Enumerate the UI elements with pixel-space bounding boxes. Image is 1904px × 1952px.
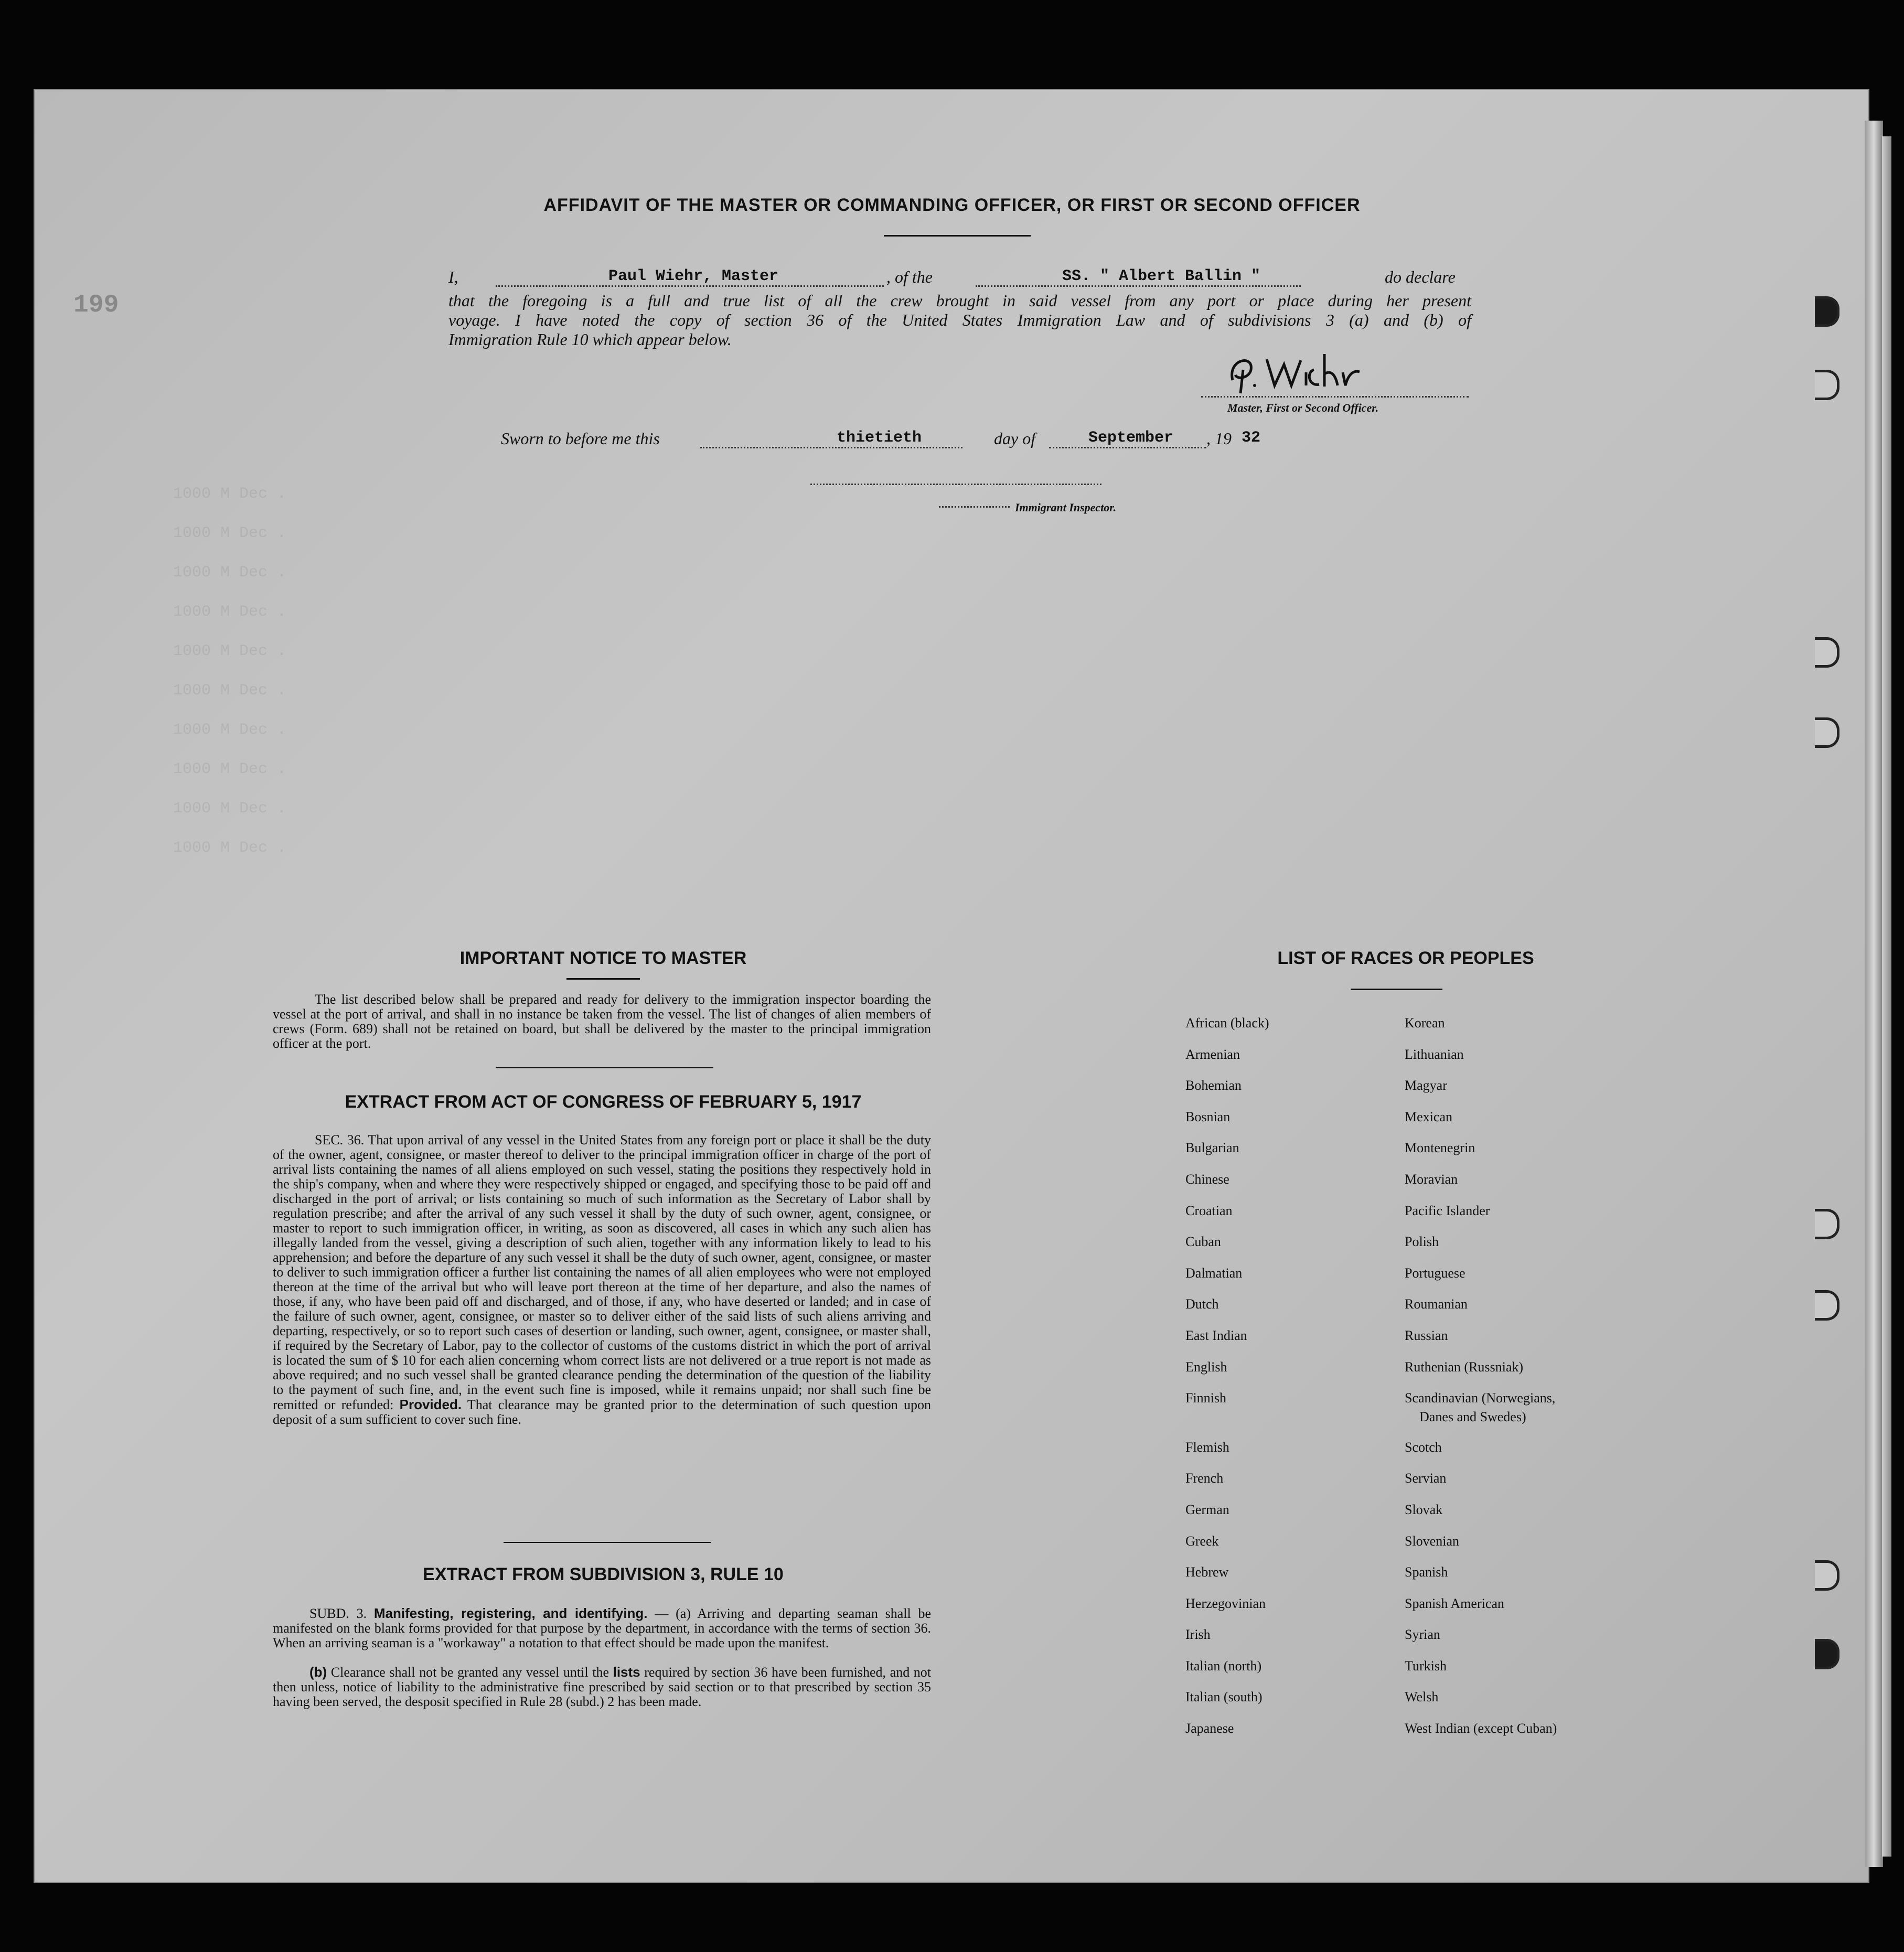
punch-hole — [1815, 637, 1839, 668]
subd-text-a: — (a) Arriving and departing seaman shall be manifested on the blank forms provided for that purpose by the department, in accordance with the terms of section 36. When an arriving seaman is a "workaway" a notation to that effect should be made upon the manifest. — [273, 1606, 932, 1650]
race-item: Herzegovinian — [1185, 1595, 1266, 1611]
race-item: Turkish — [1405, 1658, 1447, 1674]
rule-para-b — [273, 1665, 931, 1709]
i-label: I, — [448, 267, 458, 286]
statement-line: voyage. I have noted the copy of section 36 of the United States Immigration Law and of subdivisions 3 (a) and (b) of — [448, 310, 1471, 329]
inspector-signature-line — [810, 484, 1101, 485]
subd-text-b2: required by section 36 have been furnished, and not then unless, notice of liability to the administrative fine prescribed by said section or to that prescribed by section 35 having been served, the desposit specified in Rule 28 (subd.) 2 has been made. — [273, 1665, 932, 1709]
race-item: Syrian — [1405, 1627, 1440, 1643]
name-dotted-line — [496, 285, 884, 287]
race-item: Pacific Islander — [1405, 1203, 1490, 1218]
sworn-day: thietieth — [837, 429, 922, 447]
month-dotted-line — [1049, 447, 1206, 448]
signature-dotted-line — [1201, 396, 1469, 398]
race-item: Finnish — [1185, 1390, 1227, 1406]
master-name: Paul Wiehr, Master — [608, 267, 779, 285]
vessel-name: SS. " Albert Ballin " — [1062, 267, 1261, 285]
race-item: Lithuanian — [1405, 1046, 1464, 1062]
race-item: Chinese — [1185, 1171, 1229, 1187]
race-item: Roumanian — [1405, 1296, 1468, 1312]
race-item: Mexican — [1405, 1109, 1452, 1124]
punch-hole — [1815, 1290, 1839, 1321]
race-item: Scandinavian (Norwegians, — [1405, 1390, 1556, 1406]
race-item: Welsh — [1405, 1689, 1439, 1705]
race-item: Dalmatian — [1185, 1265, 1243, 1281]
subd-b-label: (b) — [309, 1664, 327, 1680]
act-body — [273, 1133, 931, 1427]
race-item: Hebrew — [1185, 1564, 1229, 1580]
inspector-caption-line — [939, 506, 1010, 508]
act-tail: That clearance may be granted prior to the determination of such question upon deposit of a sum sufficient to cover such fine. — [273, 1397, 931, 1427]
subd-text-b1: Clearance shall not be granted any vessel until the — [330, 1665, 609, 1680]
affidavit-title: AFFIDAVIT OF THE MASTER OR COMMANDING OFFICER, OR FIRST OR SECOND OFFICER — [543, 195, 1361, 215]
race-item: Slovak — [1405, 1501, 1443, 1517]
race-item: Croatian — [1185, 1203, 1233, 1218]
of-the-label: , of the — [886, 267, 933, 286]
race-item: Bosnian — [1185, 1109, 1231, 1124]
race-item: French — [1185, 1471, 1224, 1486]
affidavit-statement — [448, 291, 1471, 349]
race-item: Bulgarian — [1185, 1140, 1239, 1156]
subd-b-lists: lists — [613, 1664, 640, 1680]
statement-line: that the foregoing is a full and true list of all the crew brought in said vessel from any port or place during her present — [448, 291, 1471, 310]
race-item — [1185, 1410, 1395, 1440]
race-item: Bohemian — [1185, 1078, 1242, 1093]
race-item: Servian — [1405, 1471, 1447, 1486]
punch-hole — [1815, 717, 1839, 748]
race-item: Japanese — [1185, 1721, 1234, 1736]
day-of-label: day of — [994, 429, 1036, 448]
act-divider — [504, 1542, 711, 1543]
race-item: Spanish — [1405, 1564, 1448, 1580]
race-item: Montenegrin — [1405, 1140, 1475, 1156]
race-item: Magyar — [1405, 1078, 1447, 1093]
declaration-line — [448, 267, 1471, 291]
year-prefix: , 19 — [1206, 429, 1232, 448]
sworn-line — [501, 429, 1340, 452]
punch-hole — [1815, 296, 1839, 327]
punch-hole — [1815, 1560, 1839, 1591]
race-item: Moravian — [1405, 1171, 1458, 1187]
race-item: Danes and Swedes) — [1419, 1409, 1526, 1424]
races-right-column — [1405, 1016, 1646, 1753]
race-item: Armenian — [1185, 1046, 1240, 1062]
page-edge-back — [1882, 136, 1891, 1857]
punch-hole — [1815, 1639, 1839, 1669]
race-item: Polish — [1405, 1234, 1439, 1250]
vessel-dotted-line — [976, 285, 1301, 287]
rule-title: EXTRACT FROM SUBDIVISION 3, RULE 10 — [423, 1564, 784, 1584]
races-title: LIST OF RACES OR PEOPLES — [1277, 948, 1534, 968]
inspector-caption: Immigrant Inspector. — [1015, 501, 1117, 514]
title-rule — [884, 235, 1031, 237]
act-text: SEC. 36. That upon arrival of any vessel in the United States from any foreign port or place it shall be the duty of the owner, agent, consignee, or master thereof to deliver to the principal immigration officer in charge of the port of arrival lists containing the names of all aliens employed on such vessel, stating the positions they respectively hold in the ship's company, when and where they were respectively shipped or engaged, and specifying those to be paid off and discharged in the port of arrival; or lists containing so much of such information as the Secretary of Labor shall by regulation prescribe; and after the arrival of any such vessel it shall by the duty of such owner, agent, consignee, or master to report to such immigration officer, in writing, as soon as discovered, all cases in which any such alien has illegally landed from the vessel, giving a description of such alien, together with any information likely to lead to his apprehension; and before the departure of any such vessel it shall be the duty of such owner, agent, consignee, or master to deliver to such immigration officer a further list containing the names of all alien employees who were not employed thereon at the time of the arrival but who will leave port thereon at the time of her departure, and also the names of those, if any, who have been paid off and discharged, and of those, if any, who have deserted or landed; and in case of the failure of such owner, agent, consignee, or master so to deliver either of the said lists of such aliens arriving and departing, respectively, or so to report such cases of desertion or landing, such owner, agent, consignee, or master shall, if required by the Secretary of Labor, pay to the collector of customs of the customs district in which the port of arrival is located the sum of $ 10 for each alien concerning whom correct lists are not delivered or a true report is not made as above required; and no such vessel shall be granted clearance pending the determination of the question of the liability to the payment of such fine, and, in the event such fine is imposed, while it remains unpaid; nor shall such fine be remitted or refunded: — [273, 1132, 931, 1412]
race-item: German — [1185, 1501, 1229, 1517]
do-declare: do declare — [1385, 267, 1456, 286]
margin-number: 199 — [73, 291, 119, 319]
punch-hole — [1815, 370, 1839, 400]
race-item: Cuban — [1185, 1234, 1221, 1250]
punch-hole — [1815, 1209, 1839, 1239]
race-item: Italian (south) — [1185, 1689, 1263, 1705]
notice-title: IMPORTANT NOTICE TO MASTER — [459, 948, 747, 968]
race-item: English — [1185, 1359, 1227, 1375]
race-item: Portuguese — [1405, 1265, 1466, 1281]
subd-label: SUBD. 3. — [309, 1606, 367, 1621]
race-item: African (black) — [1185, 1015, 1269, 1031]
act-provided: Provided. — [399, 1397, 462, 1412]
races-title-rule — [1351, 989, 1442, 990]
sworn-label: Sworn to before me this — [501, 429, 660, 448]
signature-caption: Master, First or Second Officer. — [1227, 401, 1379, 414]
race-item: Russian — [1405, 1327, 1448, 1343]
notice-divider — [496, 1067, 713, 1068]
notice-title-rule — [566, 978, 640, 980]
race-item: Greek — [1185, 1533, 1219, 1549]
statement-line: Immigration Rule 10 which appear below. — [448, 330, 732, 349]
master-signature — [1222, 349, 1390, 396]
race-item: Italian (north) — [1185, 1658, 1262, 1674]
race-item: Irish — [1185, 1627, 1211, 1643]
subd-heading: Manifesting, registering, and identifying. — [373, 1605, 648, 1621]
race-item: West Indian (except Cuban) — [1405, 1721, 1557, 1736]
day-dotted-line — [700, 447, 962, 448]
race-item: Scotch — [1405, 1439, 1442, 1455]
act-title: EXTRACT FROM ACT OF CONGRESS OF FEBRUARY 5, 1917 — [345, 1092, 862, 1112]
race-item: Korean — [1405, 1015, 1445, 1031]
race-item: Flemish — [1185, 1439, 1229, 1455]
page-edge — [1865, 121, 1883, 1867]
race-item: Dutch — [1185, 1296, 1219, 1312]
year-suffix: 32 — [1242, 429, 1261, 447]
race-item: Slovenian — [1405, 1533, 1459, 1549]
rule-para-a — [273, 1606, 931, 1650]
race-item: Spanish American — [1405, 1595, 1504, 1611]
notice-body: The list described below shall be prepared and ready for delivery to the immigration inspector boarding the vessel at the port of arrival, and shall in no instance be taken from the vessel. The list of changes of alien members of crews (Form. 689) shall not be retained on board, but shall be delivered by the master to the principal immigration officer at the port. — [273, 992, 931, 1051]
race-item: East Indian — [1185, 1327, 1247, 1343]
races-left-column — [1185, 1016, 1395, 1753]
race-item: Ruthenian (Russniak) — [1405, 1359, 1524, 1375]
sworn-month: September — [1088, 429, 1174, 447]
